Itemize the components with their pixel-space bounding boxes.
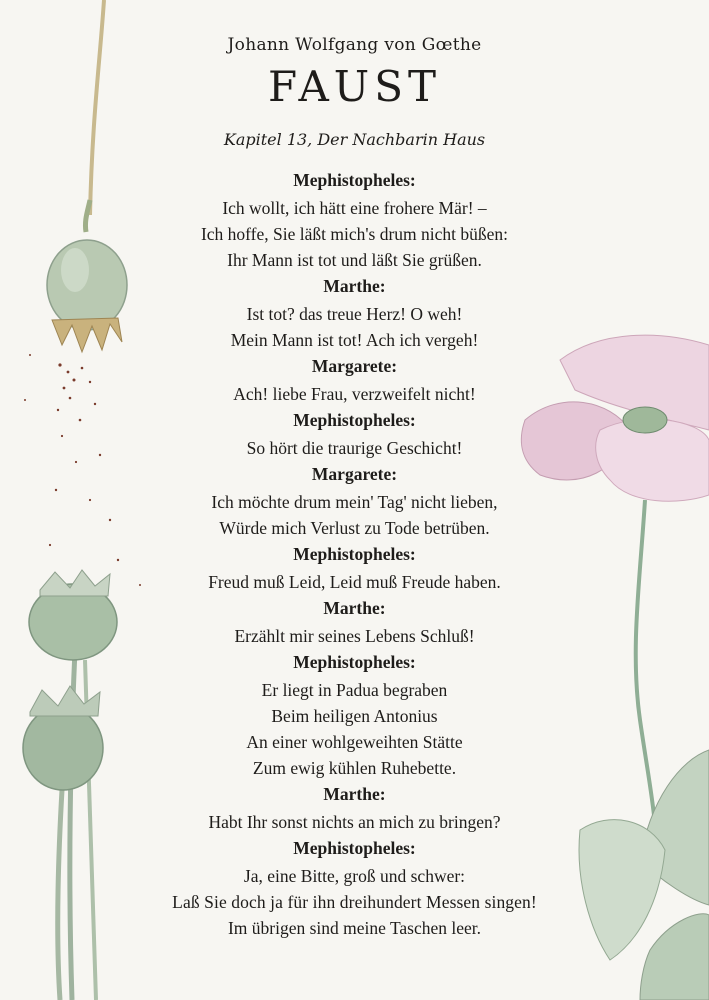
- verse-line: Laß Sie doch ja für ihn dreihundert Messen singen!: [172, 892, 537, 912]
- poppy-petal-front: [596, 419, 709, 501]
- speaker-name: Margarete:: [311, 464, 398, 484]
- verse-line: Beim heiligen Antonius: [271, 706, 438, 726]
- speaker-name: Mephistopheles:: [293, 170, 416, 190]
- leaf-right-1: [640, 750, 709, 905]
- dialogue-block: [100, 407, 609, 461]
- speaker-name: Mephistopheles:: [293, 838, 416, 858]
- dialogue-block: [100, 835, 609, 941]
- dialogue-block: [100, 273, 609, 353]
- poppy-stem: [636, 500, 657, 880]
- verse-line: Ich hoffe, Sie läßt mich's drum nicht büßen:: [200, 224, 509, 244]
- verse-line: Mein Mann ist tot! Ach ich vergeh!: [230, 330, 479, 350]
- dialogue-block: [100, 595, 609, 649]
- pod-stem-lower: [70, 650, 75, 1000]
- dialogue-block: [100, 461, 609, 541]
- poppy-pod-lower: [23, 706, 103, 790]
- verse-line: Zum ewig kühlen Ruhebette.: [252, 758, 457, 778]
- dialogue-block: [100, 353, 609, 407]
- verse-line: Er liegt in Padua begraben: [261, 680, 448, 700]
- dialogue-text: [100, 167, 609, 941]
- verse-line: Habt Ihr sonst nichts an mich zu bringen?: [208, 812, 501, 832]
- verse-line: Ist tot? das treue Herz! O weh!: [246, 304, 463, 324]
- speaker-name: Marthe:: [323, 276, 386, 296]
- speaker-name: Mephistopheles:: [293, 544, 416, 564]
- verse-line: Im übrigen sind meine Taschen leer.: [227, 918, 482, 938]
- dialogue-block: [100, 649, 609, 781]
- verse-line: Würde mich Verlust zu Tode betrüben.: [219, 518, 490, 538]
- verse-line: Ja, eine Bitte, groß und schwer:: [243, 866, 466, 886]
- verse-line: Erzählt mir seines Lebens Schluß!: [234, 626, 475, 646]
- chapter-subtitle: Kapitel 13, Der Nachbarin Haus: [223, 130, 486, 149]
- dialogue-block: [100, 541, 609, 595]
- leaf-right-3: [640, 914, 709, 1000]
- speaker-name: Mephistopheles:: [293, 652, 416, 672]
- verse-line: Freud muß Leid, Leid muß Freude haben.: [208, 572, 501, 592]
- dialogue-block: [100, 781, 609, 835]
- verse-line: Ich wollt, ich hätt eine frohere Mär! –: [222, 198, 487, 218]
- speaker-name: Margarete:: [311, 356, 398, 376]
- speaker-name: Mephistopheles:: [293, 410, 416, 430]
- author-name: Johann Wolfgang von Gœthe: [227, 35, 482, 55]
- speaker-name: Marthe:: [323, 784, 386, 804]
- dialogue-block: [100, 167, 609, 273]
- verse-line: Ihr Mann ist tot und läßt Sie grüßen.: [227, 250, 482, 270]
- verse-line: An einer wohlgeweihten Stätte: [246, 732, 463, 752]
- page-title: FAUST: [267, 62, 441, 111]
- speaker-name: Marthe:: [323, 598, 386, 618]
- verse-line: So hört die traurige Geschicht!: [246, 438, 463, 458]
- verse-line: Ich möchte drum mein' Tag' nicht lieben,: [211, 492, 498, 512]
- verse-line: Ach! liebe Frau, verzweifelt nicht!: [233, 384, 476, 404]
- poppy-center: [623, 407, 667, 433]
